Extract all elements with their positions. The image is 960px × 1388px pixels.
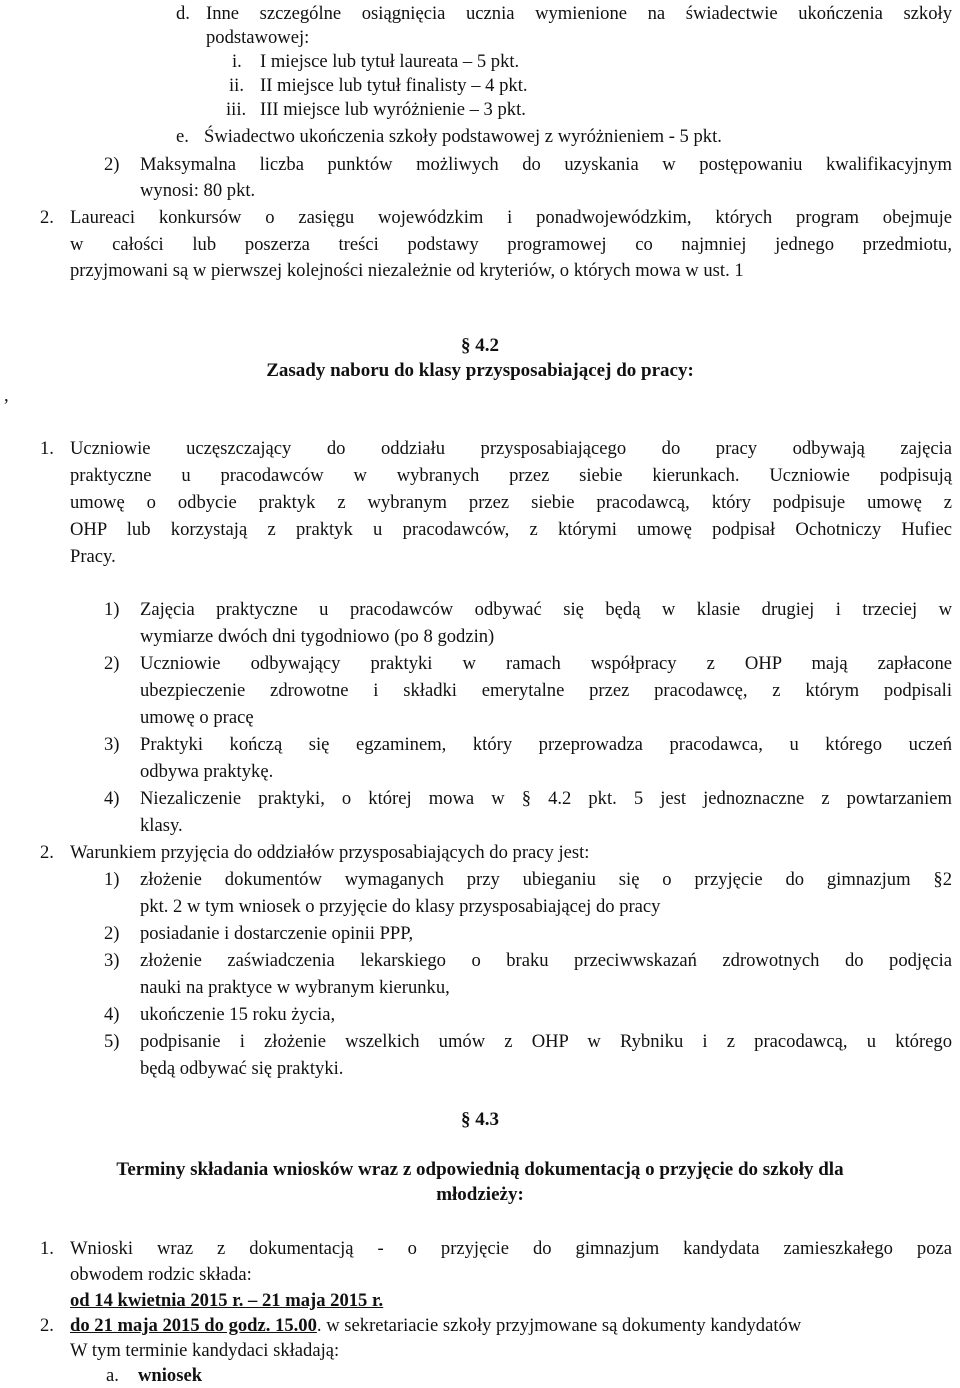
section-42-item4-line2: klasy. xyxy=(140,815,183,836)
list-marker-42-i3: 3) xyxy=(104,734,120,755)
list-marker-cond-3: 3) xyxy=(104,950,120,971)
max-points-line2: wynosi: 80 pkt. xyxy=(140,180,256,201)
list-marker-laureates: 2. xyxy=(40,207,54,228)
section-43-number: § 4.3 xyxy=(461,1109,499,1130)
list-marker-cond-4: 4) xyxy=(104,1004,120,1025)
list-marker-cond-2: 2) xyxy=(104,923,120,944)
condition-3-line1: złożenie zaświadczenia lekarskiego o braku przeciwwskazań zdrowotnych do podjęcia xyxy=(140,950,952,971)
laureates-line3: przyjmowani są w pierwszej kolejności niezależnie od kryteriów, o których mowa w ust. 1 xyxy=(70,260,744,281)
list-marker-e: e. xyxy=(176,126,189,147)
subitem-text-1: I miejsce lub tytuł laureata – 5 pkt. xyxy=(260,51,520,72)
list-marker-max: 2) xyxy=(104,154,120,175)
section-43-p2-deadline: do 21 maja 2015 do godz. 15.00 xyxy=(70,1315,317,1336)
section-42-item4-line1: Niezaliczenie praktyki, o której mowa w § 4.2 pkt. 5 jest jednoznaczne z powtarzaniem xyxy=(140,788,952,809)
section-42-p1-line4: OHP lub korzystają z praktyk u pracodawców, z którymi umowę podpisał Ochotniczy Hufiec xyxy=(70,519,952,540)
condition-1-line1: złożenie dokumentów wymaganych przy ubieganiu się o przyjęcie do gimnazjum §2 xyxy=(140,869,952,890)
list-marker-42-i4: 4) xyxy=(104,788,120,809)
list-marker-d: d. xyxy=(176,3,190,24)
subitem-text-3: III miejsce lub wyróżnienie – 3 pkt. xyxy=(260,99,526,120)
section-42-p1-line1: Uczniowie uczęszczający do oddziału przysposabiającego do pracy odbywają zajęcia xyxy=(70,438,952,459)
list-marker-42-p1: 1. xyxy=(40,438,54,459)
section-42-title: Zasady naboru do klasy przysposabiającej do pracy: xyxy=(266,360,694,381)
condition-4-line1: ukończenie 15 roku życia, xyxy=(140,1004,336,1025)
section-43-title-line2: młodzieży: xyxy=(436,1184,524,1205)
condition-5-line2: będą odbywać się praktyki. xyxy=(140,1058,344,1079)
item-d-line2: podstawowej: xyxy=(206,27,310,48)
section-42-item3-line1: Praktyki kończą się egzaminem, który przeprowadza pracodawca, u którego uczeń xyxy=(140,734,952,755)
max-points-line1: Maksymalna liczba punktów możliwych do uzyskania w postępowaniu kwalifikacyjnym xyxy=(140,154,952,175)
section-43-title-line1: Terminy składania wniosków wraz z odpowiednią dokumentacją o przyjęcie do szkoły dla xyxy=(116,1159,844,1180)
subitem-marker-1: i. xyxy=(232,51,242,72)
section-42-item2-line3: umowę o pracę xyxy=(140,707,254,728)
section-42-item2-line1: Uczniowie odbywający praktyki w ramach współpracy z OHP mają zapłacone xyxy=(140,653,952,674)
condition-2-line1: posiadanie i dostarczenie opinii PPP, xyxy=(140,923,414,944)
condition-1-line2: pkt. 2 w tym wniosek o przyjęcie do klasy przysposabiającej do pracy xyxy=(140,896,661,917)
subitem-marker-3: iii. xyxy=(226,99,247,120)
item-e-text: Świadectwo ukończenia szkoły podstawowej z wyróżnieniem - 5 pkt. xyxy=(204,126,722,147)
subitem-text-2: II miejsce lub tytuł finalisty – 4 pkt. xyxy=(260,75,528,96)
section-42-item3-line2: odbywa praktykę. xyxy=(140,761,274,782)
list-marker-42-p2: 2. xyxy=(40,842,54,863)
section-43-p1-line1: Wnioski wraz z dokumentacją - o przyjęcie do gimnazjum kandydata zamieszkałego poza xyxy=(70,1238,952,1259)
section-43-p1-line2: obwodem rodzic składa: xyxy=(70,1264,252,1285)
section-42-number: § 4.2 xyxy=(461,335,499,356)
list-marker-43-a: a. xyxy=(106,1365,119,1386)
condition-5-line1: podpisanie i złożenie wszelkich umów z OHP w Rybniku i z pracodawcą, u którego xyxy=(140,1031,952,1052)
list-marker-cond-5: 5) xyxy=(104,1031,120,1052)
subitem-marker-2: ii. xyxy=(229,75,244,96)
laureates-line2: w całości lub poszerza treści podstawy programowej co najmniej jednego przedmiotu, xyxy=(70,234,952,255)
list-marker-42-i1: 1) xyxy=(104,599,120,620)
section-42-item1-line1: Zajęcia praktyczne u pracodawców odbywać się będą w klasie drugiej i trzeciej w xyxy=(140,599,952,620)
section-42-p1-line5: Pracy. xyxy=(70,546,116,567)
section-42-p1-line3: umowę o odbycie praktyk z wybranym przez siebie pracodawcą, który podpisuje umowę z xyxy=(70,492,952,513)
section-43-p2-line2: W tym terminie kandydaci składają: xyxy=(70,1340,340,1361)
list-marker-43-p2: 2. xyxy=(40,1315,54,1336)
section-42-p1-line2: praktyczne u pracodawców w wybranych przez siebie kierunkach. Uczniowie podpisują xyxy=(70,465,952,486)
section-43-p1-dates: od 14 kwietnia 2015 r. – 21 maja 2015 r. xyxy=(70,1290,384,1311)
list-marker-43-p1: 1. xyxy=(40,1238,54,1259)
section-42-item2-line2: ubezpieczenie zdrowotne i składki emerytalne przez pracodawcę, z którym podpisali xyxy=(140,680,952,701)
section-43-p2-line1 xyxy=(70,1314,801,1338)
list-marker-42-i2: 2) xyxy=(104,653,120,674)
stray-comma: , xyxy=(4,385,9,406)
item-d-line1: Inne szczególne osiągnięcia ucznia wymienione na świadectwie ukończenia szkoły xyxy=(206,3,952,24)
laureates-line1: Laureaci konkursów o zasięgu wojewódzkim i ponadwojewódzkim, których program obejmuje xyxy=(70,207,952,228)
condition-3-line2: nauki na praktyce w wybranym kierunku, xyxy=(140,977,450,998)
section-42-p2-text: Warunkiem przyjęcia do oddziałów przysposabiających do pracy jest: xyxy=(70,842,590,863)
section-43-p2-rest: . w sekretariacie szkoły przyjmowane są dokumenty kandydatów xyxy=(316,1315,802,1336)
section-43-item-a: wniosek xyxy=(138,1365,203,1386)
list-marker-cond-1: 1) xyxy=(104,869,120,890)
section-42-item1-line2: wymiarze dwóch dni tygodniowo (po 8 godzin) xyxy=(140,626,495,647)
